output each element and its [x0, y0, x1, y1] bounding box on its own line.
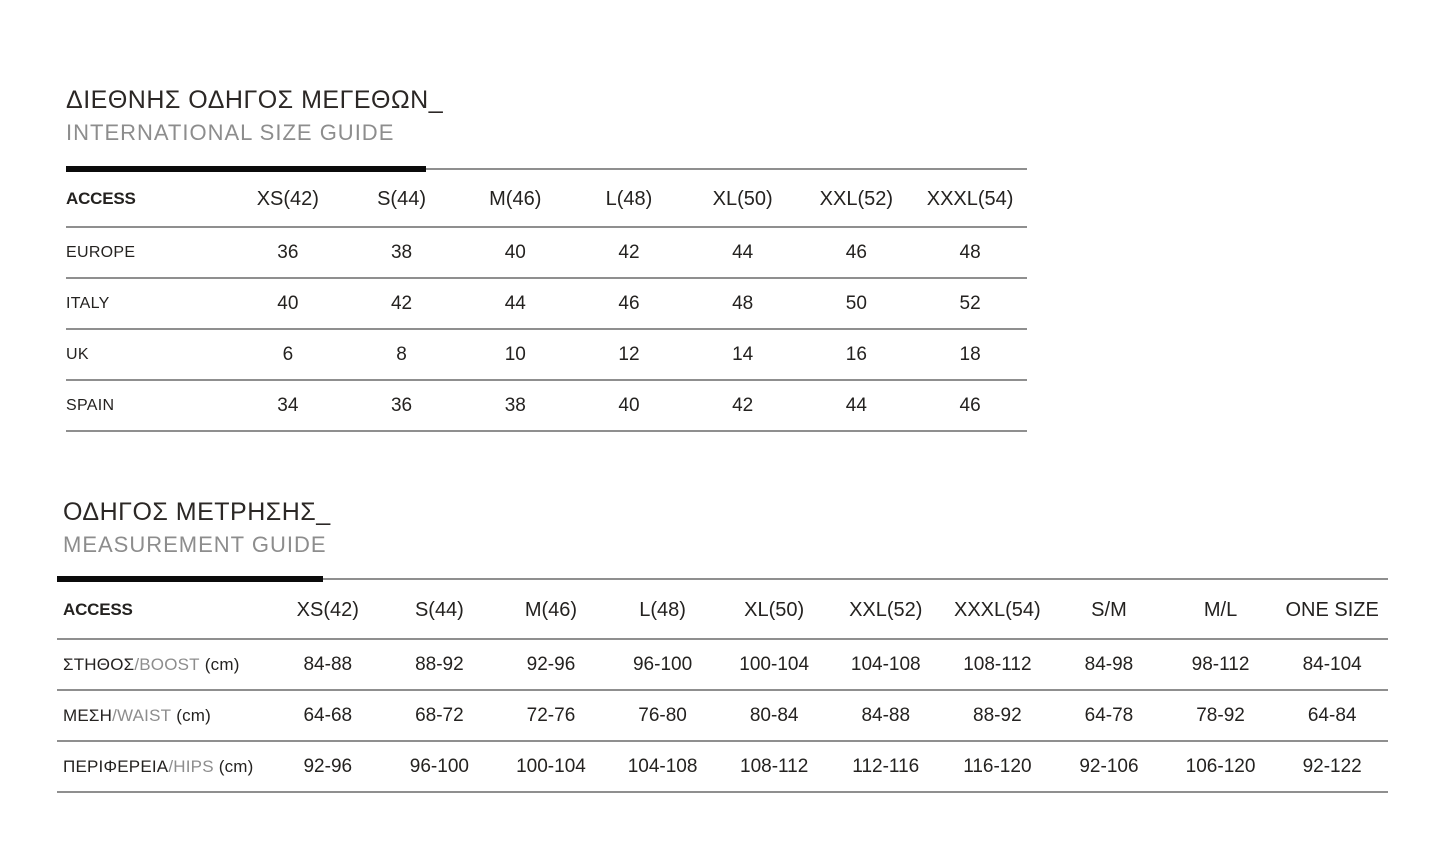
measurement-cell: 104-108 — [830, 639, 942, 690]
size-cell: 40 — [572, 380, 686, 431]
size-cell: 42 — [345, 278, 459, 329]
measurement-cell: 78-92 — [1165, 690, 1277, 741]
measurement-cell: 104-108 — [607, 741, 719, 792]
size-table-row-europe — [66, 227, 1027, 278]
measurement-cell: 108-112 — [942, 639, 1054, 690]
measurement-cell: 88-92 — [384, 639, 496, 690]
measurement-guide-divider-accent-bar — [57, 576, 323, 582]
size-cell: 46 — [913, 380, 1027, 431]
row-label-english: /WAIST — [112, 705, 172, 725]
row-label — [57, 639, 272, 690]
size-cell: 38 — [458, 380, 572, 431]
size-cell: 44 — [800, 380, 914, 431]
measurement-cell: 92-96 — [272, 741, 384, 792]
measurement-row-hips — [57, 741, 1388, 792]
row-label-greek: ΣΤΗΘΟΣ — [63, 654, 135, 674]
measurement-cell: 76-80 — [607, 690, 719, 741]
size-cell: 42 — [572, 227, 686, 278]
size-cell: 36 — [231, 227, 345, 278]
size-cell: 52 — [913, 278, 1027, 329]
size-table-row-italy — [66, 278, 1027, 329]
row-label — [57, 690, 272, 741]
measurement-column-header: XXXL(54) — [942, 582, 1054, 639]
measurement-cell: 64-84 — [1276, 690, 1388, 741]
measurement-cell: 96-100 — [384, 741, 496, 792]
size-table-brand-header: ACCESS — [66, 172, 231, 227]
size-cell: 14 — [686, 329, 800, 380]
measurement-column-header: XXL(52) — [830, 582, 942, 639]
measurement-cell: 108-112 — [718, 741, 830, 792]
row-label — [57, 741, 272, 792]
measurement-table-header-row — [57, 582, 1388, 639]
measurement-column-header: XL(50) — [718, 582, 830, 639]
size-cell: 6 — [231, 329, 345, 380]
measurement-cell: 88-92 — [942, 690, 1054, 741]
size-cell: 10 — [458, 329, 572, 380]
measurement-cell: 84-104 — [1276, 639, 1388, 690]
measurement-table-brand-header: ACCESS — [57, 582, 272, 639]
size-table-row-uk — [66, 329, 1027, 380]
measurement-column-header: S(44) — [384, 582, 496, 639]
measurement-row-waist — [57, 690, 1388, 741]
size-cell: 44 — [458, 278, 572, 329]
size-cell: 44 — [686, 227, 800, 278]
measurement-cell: 68-72 — [384, 690, 496, 741]
size-cell: 40 — [458, 227, 572, 278]
size-column-header: XXXL(54) — [913, 172, 1027, 227]
size-cell: 46 — [572, 278, 686, 329]
size-table-row-spain — [66, 380, 1027, 431]
measurement-guide-title-greek: ΟΔΗΓΟΣ ΜΕΤΡΗΣΗΣ_ — [63, 498, 331, 526]
size-column-header: S(44) — [345, 172, 459, 227]
size-cell: 36 — [345, 380, 459, 431]
measurement-guide-title-english: MEASUREMENT GUIDE — [63, 532, 327, 557]
measurement-column-header: ONE SIZE — [1276, 582, 1388, 639]
row-label-greek: ΠΕΡΙΦΕΡΕΙΑ — [63, 756, 169, 776]
size-column-header: XS(42) — [231, 172, 345, 227]
measurement-guide-divider — [57, 576, 1388, 582]
row-label-english: /HIPS — [168, 756, 214, 776]
size-guide-title-english: INTERNATIONAL SIZE GUIDE — [66, 120, 395, 145]
size-cell: 16 — [800, 329, 914, 380]
row-label-greek: ΜΕΣΗ — [63, 705, 113, 725]
size-cell: 12 — [572, 329, 686, 380]
size-column-header: L(48) — [572, 172, 686, 227]
international-size-table — [66, 172, 1027, 432]
row-label-unit: (cm) — [176, 705, 212, 725]
measurement-cell: 92-96 — [495, 639, 607, 690]
measurement-cell: 96-100 — [607, 639, 719, 690]
measurement-column-header: L(48) — [607, 582, 719, 639]
row-label: UK — [66, 329, 231, 380]
size-cell: 34 — [231, 380, 345, 431]
row-label: SPAIN — [66, 380, 231, 431]
international-size-guide-section — [66, 86, 1027, 432]
measurement-column-header: XS(42) — [272, 582, 384, 639]
size-cell: 48 — [686, 278, 800, 329]
measurement-column-header: M/L — [1165, 582, 1277, 639]
size-table-header-row — [66, 172, 1027, 227]
size-cell: 46 — [800, 227, 914, 278]
size-column-header: XL(50) — [686, 172, 800, 227]
measurement-table — [57, 582, 1388, 793]
size-cell: 42 — [686, 380, 800, 431]
row-label-unit: (cm) — [204, 654, 240, 674]
size-guide-title-greek: ΔΙΕΘΝΗΣ ΟΔΗΓΟΣ ΜΕΓΕΘΩΝ_ — [66, 86, 444, 114]
measurement-cell: 98-112 — [1165, 639, 1277, 690]
size-cell: 40 — [231, 278, 345, 329]
measurement-cell: 92-106 — [1053, 741, 1165, 792]
size-cell: 50 — [800, 278, 914, 329]
measurement-guide-section — [57, 498, 1388, 793]
measurement-cell: 100-104 — [495, 741, 607, 792]
measurement-cell: 116-120 — [942, 741, 1054, 792]
measurement-column-header: M(46) — [495, 582, 607, 639]
measurement-cell: 100-104 — [718, 639, 830, 690]
measurement-cell: 84-88 — [272, 639, 384, 690]
measurement-cell: 84-88 — [830, 690, 942, 741]
measurement-cell: 64-78 — [1053, 690, 1165, 741]
measurement-column-header: S/M — [1053, 582, 1165, 639]
row-label-english: /BOOST — [134, 654, 200, 674]
size-guide-divider — [66, 166, 1027, 172]
size-guide-divider-accent-bar — [66, 166, 426, 172]
size-cell: 8 — [345, 329, 459, 380]
measurement-cell: 106-120 — [1165, 741, 1277, 792]
size-cell: 38 — [345, 227, 459, 278]
measurement-cell: 92-122 — [1276, 741, 1388, 792]
measurement-cell: 84-98 — [1053, 639, 1165, 690]
measurement-cell: 64-68 — [272, 690, 384, 741]
measurement-cell: 72-76 — [495, 690, 607, 741]
measurement-row-bust — [57, 639, 1388, 690]
size-cell: 18 — [913, 329, 1027, 380]
row-label: EUROPE — [66, 227, 231, 278]
size-column-header: M(46) — [458, 172, 572, 227]
size-cell: 48 — [913, 227, 1027, 278]
row-label-unit: (cm) — [218, 756, 254, 776]
row-label: ITALY — [66, 278, 231, 329]
measurement-cell: 80-84 — [718, 690, 830, 741]
measurement-cell: 112-116 — [830, 741, 942, 792]
size-column-header: XXL(52) — [800, 172, 914, 227]
